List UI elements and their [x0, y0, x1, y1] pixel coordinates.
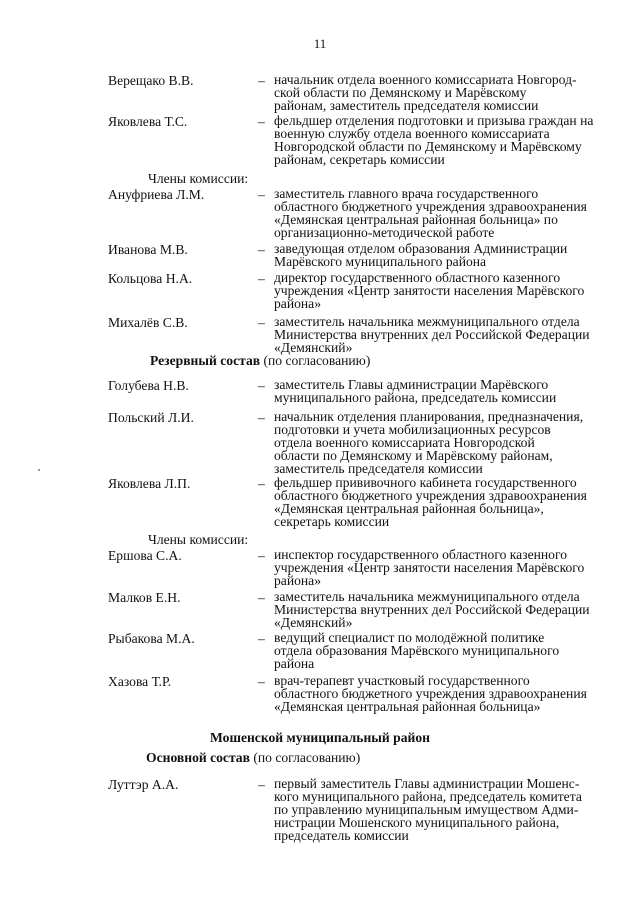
- role-line: фельдшер прививочного кабинета государственного: [274, 475, 577, 490]
- person-name: Яковлева Л.П.: [108, 476, 191, 491]
- role-line: заместитель председателя комиссии: [274, 461, 483, 476]
- page-number: 11: [313, 36, 327, 51]
- role-line: областного бюджетного учреждения здравоохранения: [274, 686, 587, 701]
- role-line: кого муниципального района, председатель комитета: [274, 789, 582, 804]
- dash-separator: –: [258, 476, 265, 491]
- role-line: заведующая отделом образования Администрации: [274, 241, 568, 256]
- role-line: отдела военного комиссариата Новгородской: [274, 435, 535, 450]
- person-name: Хазова Т.Р.: [108, 674, 172, 689]
- role-line: области по Демянскому и Марёвскому районам,: [274, 448, 553, 463]
- person-name: Верещако В.В.: [108, 73, 194, 88]
- person-name: Малков Е.Н.: [108, 590, 181, 605]
- role-line: отдела образования Марёвского муниципального: [274, 643, 560, 658]
- role-line: секретарь комиссии: [274, 514, 390, 529]
- dash-separator: –: [258, 777, 265, 792]
- person-role: [274, 242, 614, 268]
- dash-separator: –: [258, 73, 265, 88]
- dash-separator: –: [258, 242, 265, 257]
- role-line: Министерства внутренних дел Российской Федерации: [274, 602, 590, 617]
- role-line: фельдшер отделения подготовки и призыва граждан на: [274, 113, 594, 128]
- person-role: [274, 271, 614, 310]
- role-line: «Демянский»: [274, 615, 353, 630]
- person-role: [274, 476, 614, 528]
- person-name: Ершова С.А.: [108, 548, 182, 563]
- role-line: директор государственного областного казенного: [274, 270, 561, 285]
- members-label: Члены комиссии:: [148, 171, 249, 186]
- role-line: областного бюджетного учреждения здравоохранения: [274, 199, 587, 214]
- role-line: «Демянская центральная районная больница»,: [274, 501, 544, 516]
- person-role: [274, 631, 614, 670]
- role-line: района: [274, 656, 315, 671]
- district-title: Мошенской муниципальный район: [210, 730, 430, 745]
- role-line: областного бюджетного учреждения здравоохранения: [274, 488, 587, 503]
- person-name: Рыбакова М.А.: [108, 631, 195, 646]
- role-line: «Демянская центральная районная больница» по: [274, 212, 558, 227]
- role-line: нистрации Мошенского муниципального района,: [274, 815, 560, 830]
- person-role: [274, 777, 614, 842]
- main-heading-note: (по согласованию): [249, 750, 361, 765]
- role-line: военную службу отдела военного комиссариата: [274, 126, 550, 141]
- person-role: [274, 410, 614, 475]
- person-name: Яковлева Т.С.: [108, 114, 188, 129]
- role-line: заместитель главного врача государственного: [274, 186, 539, 201]
- reserve-heading-note: (по согласованию): [260, 353, 371, 368]
- dash-separator: –: [258, 315, 265, 330]
- dash-separator: –: [258, 410, 265, 425]
- role-line: учреждения «Центр занятости населения Марёвского: [274, 283, 585, 298]
- dash-separator: –: [258, 590, 265, 605]
- role-line: муниципального района, председатель комиссии: [274, 390, 557, 405]
- person-name: Луттэр А.А.: [108, 777, 179, 792]
- main-composition-heading: [146, 750, 360, 766]
- dash-separator: –: [258, 378, 265, 393]
- role-line: учреждения «Центр занятости населения Марёвского: [274, 560, 585, 575]
- role-line: ской области по Демянскому и Марёвскому: [274, 85, 527, 100]
- person-name: Ануфриева Л.М.: [108, 187, 205, 202]
- role-line: инспектор государственного областного казенного: [274, 547, 567, 562]
- reserve-heading-bold: Резервный состав: [150, 353, 261, 368]
- person-role: [274, 590, 614, 629]
- role-line: Марёвского муниципального района: [274, 254, 487, 269]
- role-line: первый заместитель Главы администрации Мошенс-: [274, 776, 580, 791]
- person-role: [274, 548, 614, 587]
- role-line: врач-терапевт участковый государственного: [274, 673, 530, 688]
- dash-separator: –: [258, 548, 265, 563]
- person-role: [274, 187, 614, 239]
- dash-separator: –: [258, 271, 265, 286]
- dash-separator: –: [258, 114, 265, 129]
- person-role: [274, 378, 614, 404]
- reserve-heading: [150, 353, 370, 369]
- role-line: начальник отдела военного комиссариата Новгород-: [274, 72, 577, 87]
- role-line: района»: [274, 296, 322, 311]
- person-role: [274, 315, 614, 354]
- role-line: района»: [274, 573, 322, 588]
- role-line: организационно-методической работе: [274, 225, 495, 240]
- role-line: заместитель начальника межмуниципального отдела: [274, 589, 580, 604]
- person-name: Иванова М.В.: [108, 242, 188, 257]
- role-line: Министерства внутренних дел Российской Федерации: [274, 327, 590, 342]
- person-name: Польский Л.И.: [108, 410, 194, 425]
- role-line: председатель комиссии: [274, 828, 409, 843]
- role-line: ведущий специалист по молодёжной политике: [274, 630, 545, 645]
- person-role: [274, 114, 614, 166]
- person-name: Голубева Н.В.: [108, 378, 189, 393]
- role-line: заместитель начальника межмуниципального отдела: [274, 314, 580, 329]
- person-role: [274, 674, 614, 713]
- dash-separator: –: [258, 187, 265, 202]
- role-line: районам, секретарь комиссии: [274, 152, 445, 167]
- dash-separator: –: [258, 631, 265, 646]
- role-line: начальник отделения планирования, предназначения,: [274, 409, 584, 424]
- role-line: по управлению муниципальным имуществом Адми-: [274, 802, 579, 817]
- dash-separator: –: [258, 674, 265, 689]
- person-name: Михалёв С.В.: [108, 315, 188, 330]
- reserve-members-label: Члены комиссии:: [148, 532, 249, 547]
- role-line: «Демянская центральная районная больница»: [274, 699, 541, 714]
- main-heading-bold: Основной состав: [146, 750, 250, 765]
- role-line: подготовки и учета мобилизационных ресурсов: [274, 422, 551, 437]
- person-role: [274, 73, 614, 112]
- role-line: заместитель Главы администрации Марёвского: [274, 377, 549, 392]
- role-line: «Демянский»: [274, 340, 353, 355]
- margin-mark: [38, 469, 40, 471]
- person-name: Кольцова Н.А.: [108, 271, 193, 286]
- role-line: Новгородской области по Демянскому и Марёвскому: [274, 139, 582, 154]
- role-line: районам, заместитель председателя комиссии: [274, 98, 539, 113]
